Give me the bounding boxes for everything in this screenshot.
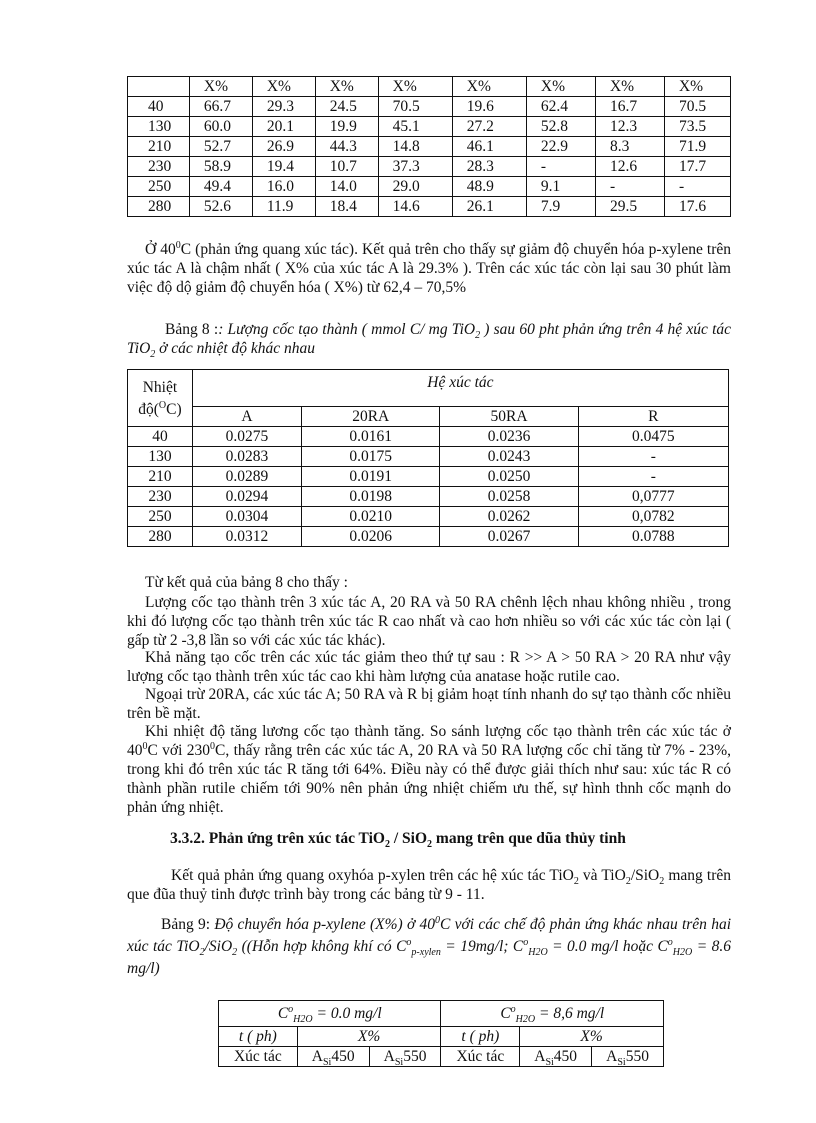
table-cell: 10.7 [315, 157, 378, 177]
table-row [128, 117, 731, 137]
table-header-cell: X% [664, 77, 730, 97]
table-header-cell: X% [526, 77, 595, 97]
table-cell: 48.9 [452, 177, 526, 197]
table-cell: 0.0210 [302, 507, 440, 527]
paragraph-deactivation: Ngoại trừ 20RA, các xúc tác A; 50 RA và R bị giảm hoạt tính nhanh do sự tạo thành cốc nhiều trên bề mặt. [127, 686, 731, 722]
header-with-water: $C^o_{H2O} = 8,6$ mg/l [441, 1001, 664, 1027]
catalyst-asi450: $A_{Si}450$ [520, 1047, 592, 1067]
paragraph-coke-amount: Lượng cốc tạo thành trên 3 xúc tác A, 20 RA và 50 RA chênh lệch nhau không nhiều , trong khi đó lượng cốc tạo thành trên xúc tác R cao nhất và cao hơn nhiều so với các xúc tác còn lại ( gấp từ 2 -3,8 lần so với các xúc tác khác). [127, 594, 731, 649]
table-cell: 14.0 [315, 177, 378, 197]
table-cell: 12.6 [595, 157, 664, 177]
table-row [128, 467, 729, 487]
coke-table [127, 369, 729, 547]
catalyst-column-header: A [192, 407, 301, 427]
table-cell: 19.6 [452, 97, 526, 117]
table-cell: - [578, 467, 728, 487]
catalyst-label: Xúc tác [441, 1047, 520, 1067]
catalyst-label: Xúc tác [219, 1047, 298, 1067]
table-cell: 0.0250 [440, 467, 578, 487]
table-cell: 0.0206 [302, 527, 440, 547]
table-row [128, 427, 729, 447]
table-cell: 29.5 [595, 197, 664, 217]
table-cell: 52.7 [189, 137, 252, 157]
table-cell: 0.0289 [192, 467, 301, 487]
table-cell: - [578, 447, 728, 467]
x-header: X% [297, 1027, 441, 1047]
table-cell: 0.0304 [192, 507, 301, 527]
paragraph-conversion-note: Ở $40^0C$ (phản ứng quang xúc tác). Kết quả trên cho thấy sự giảm độ chuyển hóa p-xylene trên xúc tác A là chậm nhất ( X% của xúc tác A là 29.3% ). Trên các xúc tác còn lại sau 30 phút làm việc độ dộ giảm độ chuyển hóa ( X%) từ 62,4 – 70,5% [127, 239, 731, 296]
table-cell: 26.9 [252, 137, 315, 157]
table-cell: 14.6 [378, 197, 452, 217]
table-cell: 0.0294 [192, 487, 301, 507]
section-heading: 3.3.2. Phản ứng trên xúc tác TiO$_2$ / SiO$_2$ mang trên que dũa thủy tinh [170, 830, 626, 851]
table-row [128, 177, 731, 197]
table-cell: 280 [128, 197, 190, 217]
catalyst-asi550: $A_{Si}550$ [369, 1047, 441, 1067]
table-cell: 250 [128, 507, 193, 527]
table-cell: 0.0198 [302, 487, 440, 507]
catalyst-group-header: Hệ xúc tác [192, 370, 728, 407]
table-cell: 44.3 [315, 137, 378, 157]
table-cell: 62.4 [526, 97, 595, 117]
table-cell: 70.5 [664, 97, 730, 117]
table-header-cell: X% [189, 77, 252, 97]
table-header-cell: X% [595, 77, 664, 97]
temp-header: Nhiệt độ($^O$C) [128, 370, 193, 427]
table-header-cell [128, 77, 190, 97]
table-row [128, 157, 731, 177]
table-cell: 17.6 [664, 197, 730, 217]
catalyst-column-header: 50RA [440, 407, 578, 427]
table9 [218, 1000, 664, 1067]
header-no-water: $C^o_{H2O} = 0.0$ mg/l [219, 1001, 441, 1027]
table-cell: 40 [128, 427, 193, 447]
table-cell: 230 [128, 487, 193, 507]
table-cell: 0.0175 [302, 447, 440, 467]
table-cell: 52.6 [189, 197, 252, 217]
catalyst-asi550: $A_{Si}550$ [592, 1047, 664, 1067]
table8-caption: Bảng 8 :: Lượng cốc tạo thành ( mmol C/ mg TiO$_2$ ) sau 60 pht phản ứng trên 4 hệ xúc tác TiO$_2$ ở các nhiệt độ khác nhau [127, 321, 732, 361]
table-cell: 16.7 [595, 97, 664, 117]
table-cell: 130 [128, 117, 190, 137]
table-cell: 52.8 [526, 117, 595, 137]
table-cell: 0.0312 [192, 527, 301, 547]
table-cell: 40 [128, 97, 190, 117]
table-header-cell: X% [378, 77, 452, 97]
table-row [128, 447, 729, 467]
table-cell: 24.5 [315, 97, 378, 117]
table-cell: 18.4 [315, 197, 378, 217]
table-cell: 11.9 [252, 197, 315, 217]
table-row [128, 487, 729, 507]
table-cell: 29.0 [378, 177, 452, 197]
table-cell: 230 [128, 157, 190, 177]
table-cell: 22.9 [526, 137, 595, 157]
table-cell: 0.0161 [302, 427, 440, 447]
table-cell: 0.0283 [192, 447, 301, 467]
table-cell: 0,0782 [578, 507, 728, 527]
table-cell: 58.9 [189, 157, 252, 177]
table-cell: 0.0236 [440, 427, 578, 447]
table-cell: 46.1 [452, 137, 526, 157]
table-cell: 28.3 [452, 157, 526, 177]
table-header-row [128, 77, 731, 97]
table-cell: 37.3 [378, 157, 452, 177]
table9-caption: Bảng 9: Độ chuyển hóa p-xylene (X%) ở $40^0C$ với các chế độ phản ứng khác nhau trên hai xúc tác TiO$_2$/SiO$_2$ ((Hỗn hợp không khí có $C^o_{p-xylen} = 19mg/l$; $C^o_{H2O} = 0.0$ mg/l hoặc $C^o_{H2O} = 8.6$ mg/l) [127, 914, 732, 977]
table-cell: 0.0243 [440, 447, 578, 467]
table-cell: 19.9 [315, 117, 378, 137]
table-cell: 130 [128, 447, 193, 467]
catalyst-column-header: R [578, 407, 728, 427]
table-cell: 8.3 [595, 137, 664, 157]
paragraph-intro: Từ kết quả của bảng 8 cho thấy : [145, 574, 348, 591]
table-cell: 71.9 [664, 137, 730, 157]
table-header-cell: X% [252, 77, 315, 97]
table-cell: 60.0 [189, 117, 252, 137]
table-cell: 9.1 [526, 177, 595, 197]
table-cell: 0.0475 [578, 427, 728, 447]
table-cell: 17.7 [664, 157, 730, 177]
time-header: t ( ph) [219, 1027, 298, 1047]
paragraph-coke-order: Khả năng tạo cốc trên các xúc tác giảm theo thứ tự sau : R >> A > 50 RA > 20 RA như vậy lượng cốc tạo thành trên xúc tác cao khi hàm lượng của anatase hoặc rutile cao. [127, 649, 731, 685]
table-cell: 0.0275 [192, 427, 301, 447]
time-header: t ( ph) [441, 1027, 520, 1047]
catalyst-asi450: $A_{Si}450$ [297, 1047, 369, 1067]
table-cell: 0.0262 [440, 507, 578, 527]
table-cell: 66.7 [189, 97, 252, 117]
table-cell: 0.0191 [302, 467, 440, 487]
conversion-table [127, 76, 731, 217]
table-cell: 20.1 [252, 117, 315, 137]
table-cell: 70.5 [378, 97, 452, 117]
table-cell: 7.9 [526, 197, 595, 217]
table-header-cell: X% [315, 77, 378, 97]
table-cell: 210 [128, 467, 193, 487]
table-cell: 27.2 [452, 117, 526, 137]
table-cell: - [664, 177, 730, 197]
table-cell: 45.1 [378, 117, 452, 137]
table-row [128, 507, 729, 527]
table-cell: 19.4 [252, 157, 315, 177]
table-cell: 280 [128, 527, 193, 547]
table-row [128, 197, 731, 217]
table-cell: 0,0777 [578, 487, 728, 507]
table-cell: 29.3 [252, 97, 315, 117]
table-cell: 12.3 [595, 117, 664, 137]
table-cell: 73.5 [664, 117, 730, 137]
table-row [128, 97, 731, 117]
table-cell: 0.0258 [440, 487, 578, 507]
x-header: X% [520, 1027, 664, 1047]
table-header-cell: X% [452, 77, 526, 97]
paragraph-temperature: Khi nhiệt độ tăng lương cốc tạo thành tăng. So sánh lượng cốc tạo thành trên các xúc tác ở $40^0C$ với $230^0C$, thấy rằng trên các xúc tác A, 20 RA và 50 RA lượng cốc chỉ tăng từ 7% - 23%, trong khi đó trên xúc tác R tăng tới 64%. Điều này có thể được giải thích như sau: xúc tác R có thành phần rutile chiếm tới 90% nên phản ứng nhiệt chiếm ưu thế, sự hình thnh cốc mạnh do phản ứng nhiệt. [127, 723, 732, 816]
table-cell: 26.1 [452, 197, 526, 217]
table-cell: - [595, 177, 664, 197]
table-cell: 0.0267 [440, 527, 578, 547]
table-cell: 210 [128, 137, 190, 157]
table-row [128, 137, 731, 157]
table-cell: 0.0788 [578, 527, 728, 547]
table-cell: 250 [128, 177, 190, 197]
table-cell: 14.8 [378, 137, 452, 157]
table-cell: 49.4 [189, 177, 252, 197]
table-cell: 16.0 [252, 177, 315, 197]
table-cell: - [526, 157, 595, 177]
paragraph-results-intro: Kết quả phản ứng quang oxyhóa p-xylen trên các hệ xúc tác TiO$_2$ và TiO$_2$/SiO$_2$ mang trên que đũa thuỷ tinh được trình bày trong các bảng từ 9 - 11. [127, 867, 731, 903]
table-row [128, 527, 729, 547]
catalyst-column-header: 20RA [302, 407, 440, 427]
